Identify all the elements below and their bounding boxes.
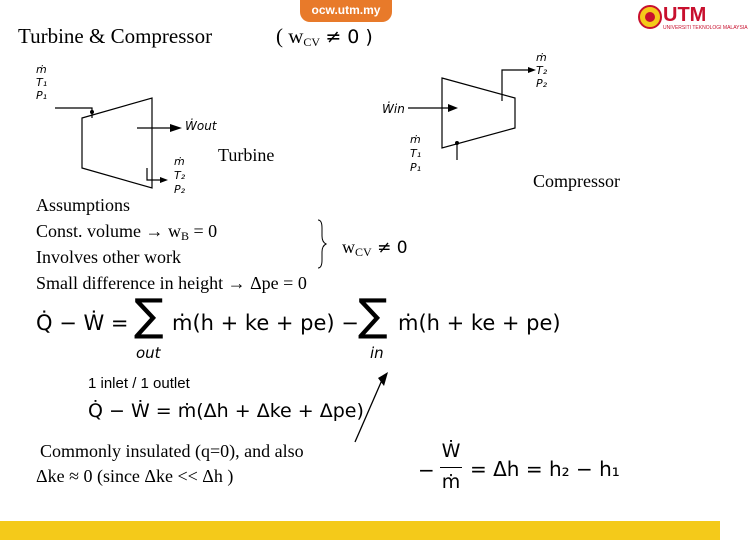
compressor-work-arrow bbox=[448, 104, 458, 112]
assumptions-brace bbox=[318, 220, 326, 268]
assumption-const-volume-sub: B bbox=[181, 229, 190, 243]
sum-in-symbol: ∑ bbox=[358, 290, 388, 341]
final-eq-fraction-bar bbox=[440, 467, 462, 468]
turbine-caption: Turbine bbox=[218, 145, 275, 165]
site-url[interactable]: ocw.utm.my bbox=[311, 3, 381, 17]
utm-logo: UTM bbox=[663, 4, 707, 26]
insulated-note-1: Commonly insulated (q=0), and also bbox=[40, 441, 304, 461]
utm-logo-subtitle: UNIVERSITI TEKNOLOGI MALAYSIA bbox=[663, 25, 748, 31]
compressor-inlet-mdot: ṁ bbox=[410, 133, 421, 146]
assumptions-heading: Assumptions bbox=[36, 195, 131, 215]
turbine-outlet-P: P₂ bbox=[174, 183, 186, 196]
final-eq-denominator: ṁ bbox=[441, 471, 461, 493]
assumption-other-work: Involves other work bbox=[36, 247, 181, 267]
brace-result bbox=[342, 237, 408, 260]
final-eq-numerator: Ẇ bbox=[441, 440, 461, 462]
turbine-shaft bbox=[137, 126, 175, 128]
brace-result-sub: CV bbox=[355, 245, 372, 259]
sum-in-label: in bbox=[370, 344, 384, 362]
simplified-energy-eq: Q̇ − Ẇ = ṁ(Δh + Δke + Δpe) bbox=[88, 400, 364, 422]
slide-title: Turbine & Compressor bbox=[18, 24, 213, 48]
turbine-inlet-mdot: ṁ bbox=[36, 63, 47, 76]
work-condition-rest: ≠ 0 ) bbox=[325, 26, 373, 48]
assumption-const-volume-end: = 0 bbox=[189, 221, 218, 241]
footer-bar bbox=[0, 521, 720, 540]
turbine-work-arrow bbox=[170, 124, 182, 132]
compressor-body bbox=[442, 78, 515, 148]
compressor-outlet-P: P₂ bbox=[536, 77, 548, 90]
turbine-inlet-T: T₁ bbox=[36, 76, 48, 89]
work-condition-open: ( w bbox=[276, 24, 304, 48]
final-eq-rhs: = Δh = h₂ − h₁ bbox=[470, 457, 620, 481]
insulated-note-2: Δke ≈ 0 (since Δke << Δh ) bbox=[36, 466, 234, 486]
final-eq-minus: − bbox=[418, 458, 435, 482]
work-condition-sub: CV bbox=[303, 35, 321, 49]
turbine-outlet-T: T₂ bbox=[174, 169, 186, 182]
turbine-inlet-P: P₁ bbox=[36, 89, 48, 102]
sum-out-symbol: ∑ bbox=[134, 290, 164, 341]
compressor-caption: Compressor bbox=[533, 171, 620, 191]
brace-result-end: ≠ 0 bbox=[371, 238, 408, 258]
sum-out-body: ṁ(h + ke + pe) − bbox=[172, 311, 359, 335]
compressor-inlet-P: P₁ bbox=[410, 161, 422, 174]
sum-out-label: out bbox=[136, 344, 161, 362]
compressor-work-label: Ẇin bbox=[382, 102, 405, 116]
note-one-inlet: 1 inlet / 1 outlet bbox=[88, 375, 190, 392]
assumption-const-volume bbox=[36, 221, 217, 244]
compressor-outlet-T: T₂ bbox=[536, 64, 548, 77]
assumption-const-volume-text: Const. volume → w bbox=[36, 221, 182, 241]
brace-result-text: w bbox=[342, 237, 355, 257]
turbine-outlet-mdot: ṁ bbox=[174, 155, 185, 168]
compressor-inlet-T: T₁ bbox=[410, 147, 422, 160]
sum-in-body: ṁ(h + ke + pe) bbox=[398, 311, 561, 335]
assumption-height: Small difference in height → Δpe = 0 bbox=[36, 273, 307, 293]
turbine-outlet-line bbox=[147, 168, 162, 180]
energy-eq-lhs: Q̇ − Ẇ = bbox=[36, 311, 129, 335]
compressor-outlet-mdot: ṁ bbox=[536, 51, 547, 64]
compressor-outlet-line bbox=[502, 70, 530, 101]
turbine-work-label: Ẇout bbox=[185, 119, 217, 133]
